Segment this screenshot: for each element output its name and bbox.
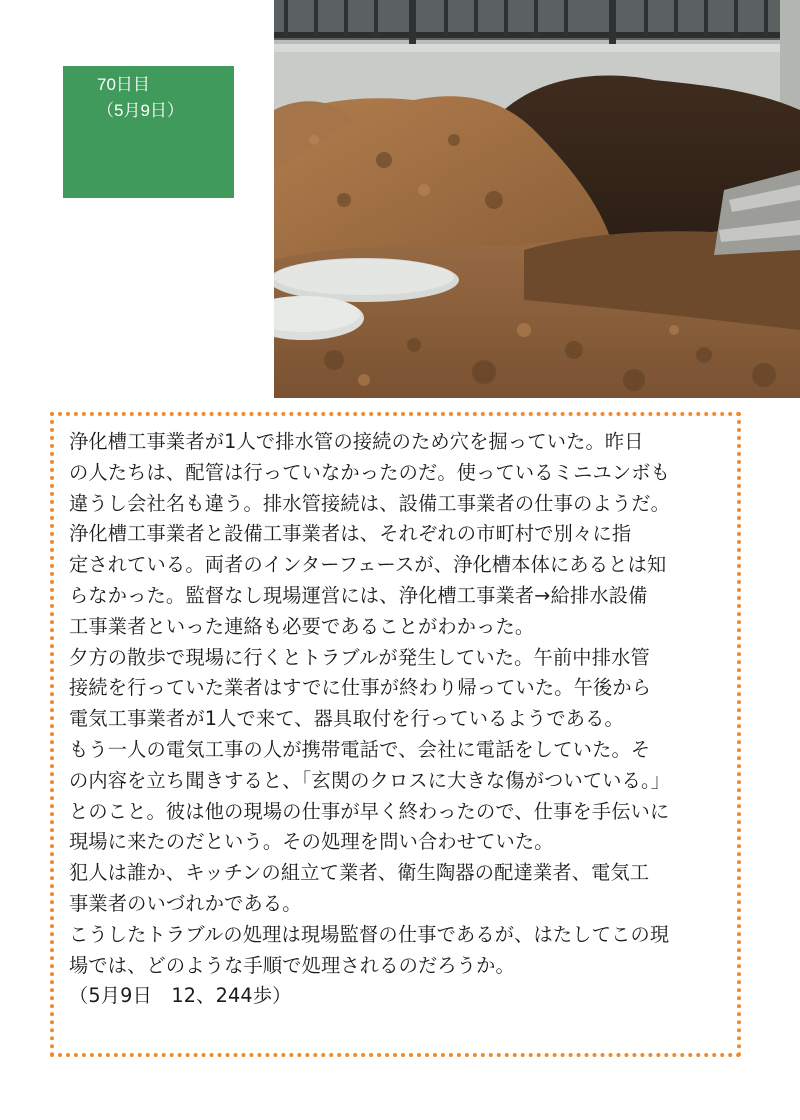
date-badge [63, 66, 234, 198]
excavation-photo [274, 0, 800, 398]
footer-note: （5月9日 12、244歩） [69, 984, 292, 1008]
paragraph-1: 浄化槽工事業者が1人で排水管の接続のため穴を掘っていた。昨日 の人たちは、配管は行っていなかったのだ。使っているミニユンボも 違うし会社名も違う。排水管接続は、設備工事業者の仕事のようだ。 [69, 430, 671, 515]
paragraph-5: 犯人は誰か、キッチンの組立て業者、衛生陶器の配達業者、電気工 事業者のいづれかである。 [69, 861, 650, 915]
paragraph-4: もう一人の電気工事の人が携帯電話で、会社に電話をしていた。そ の内容を立ち聞きすると、「玄関のクロスに大きな傷がついている。」 とのこと。彼は他の現場の仕事が早く終わったので、仕事を手伝いに 現場に来たのだという。その処理を問い合わせていた。 [69, 737, 671, 854]
diary-text-box [50, 412, 741, 1057]
paragraph-6: こうしたトラブルの処理は現場監督の仕事であるが、はたしてこの現 場では、どのような手順で処理されるのだろうか。 [69, 922, 670, 977]
paragraph-3: 夕方の散歩で現場に行くとトラブルが発生していた。午前中排水管 接続を行っていた業者はすでに仕事が終わり帰っていた。午後から 電気工事業者が1人で来て、器具取付を行っているようである。 [69, 645, 652, 731]
paragraph-2: 浄化槽工事業者と設備工事業者は、それぞれの市町村で別々に指 定されている。両者のインターフェースが、浄化槽本体にあるとは知 らなかった。監督なし現場運営には、浄化槽工事業者→給排水設備 工事業者といった連絡も必要であることがわかった。 [69, 522, 667, 638]
excavation-photo-icon [274, 0, 800, 398]
date-label: （5月9日） [97, 101, 184, 120]
day-count: 70日目 [97, 75, 150, 94]
